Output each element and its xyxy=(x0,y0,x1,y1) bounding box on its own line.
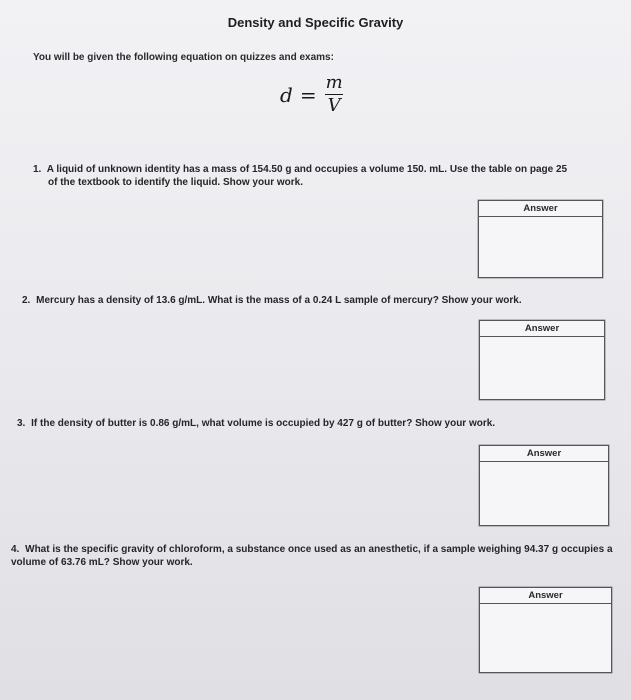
question-number: 3. xyxy=(17,418,26,429)
answer-label: Answer xyxy=(479,201,602,217)
answer-box-2[interactable] xyxy=(479,320,605,400)
question-text-continued: of the textbook to identify the liquid. Show your work. xyxy=(48,177,303,188)
question-text: Mercury has a density of 13.6 g/mL. What is the mass of a 0.24 L sample of mercury? Show your work. xyxy=(36,295,522,306)
answer-label: Answer xyxy=(480,588,611,604)
answer-box-1[interactable] xyxy=(478,200,603,278)
question-text: A liquid of unknown identity has a mass of 154.50 g and occupies a volume 150. mL. Use the table on page 25 xyxy=(46,164,568,175)
density-equation xyxy=(280,74,345,115)
answer-box-3[interactable] xyxy=(479,445,609,526)
equation-equals: = xyxy=(299,82,317,107)
equation-denominator: V xyxy=(327,95,341,116)
equation-numerator: m xyxy=(325,72,343,93)
equation-lhs: d xyxy=(280,82,293,107)
question-1 xyxy=(33,163,603,189)
page-title: Density and Specific Gravity xyxy=(227,15,404,30)
question-text: What is the specific gravity of chloroform, a substance once used as an anesthetic, if a sample weighing 94.37 g occupies a volume of 63.76 mL? Show your work. xyxy=(11,544,613,568)
question-number: 1. xyxy=(33,164,42,175)
answer-label: Answer xyxy=(480,446,608,462)
intro-text: You will be given the following equation on quizzes and exams: xyxy=(33,52,334,63)
question-4 xyxy=(11,543,621,569)
question-3 xyxy=(17,417,607,430)
question-text: If the density of butter is 0.86 g/mL, what volume is occupied by 427 g of butter? Show your work. xyxy=(31,418,496,429)
equation-fraction xyxy=(324,74,345,115)
answer-box-4[interactable] xyxy=(479,587,612,673)
question-number: 2. xyxy=(22,295,31,306)
question-number: 4. xyxy=(11,544,20,555)
answer-label: Answer xyxy=(480,321,604,337)
question-2 xyxy=(22,294,602,307)
